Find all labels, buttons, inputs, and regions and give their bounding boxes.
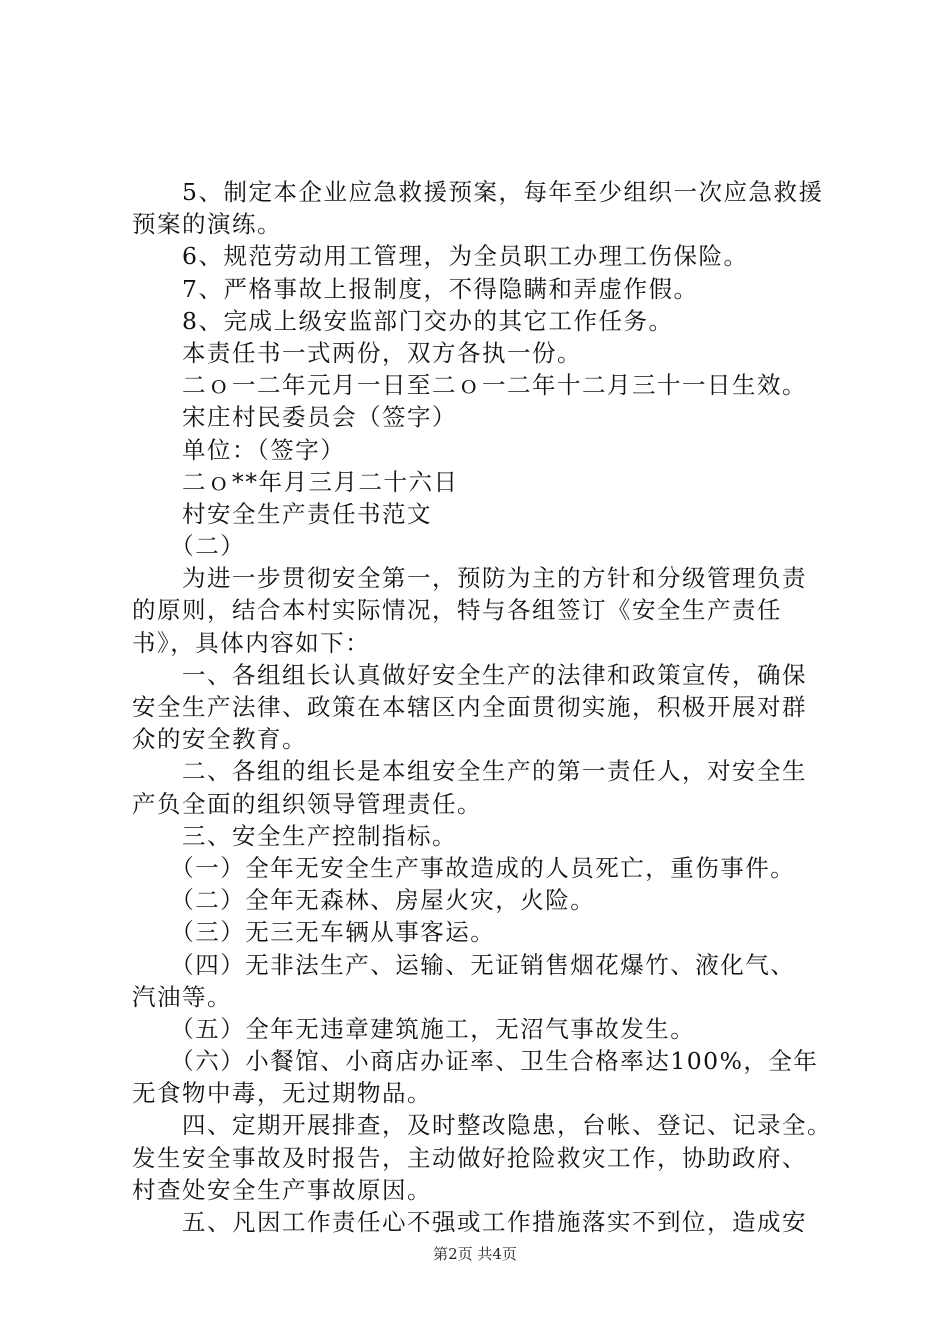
text-line: 无食物中毒，无过期物品。 — [132, 1079, 432, 1108]
document-body — [132, 176, 832, 1238]
text-line: 预案的演练。 — [132, 210, 282, 239]
text-line: 5、制定本企业应急救援预案，每年至少组织一次应急救援 — [132, 178, 824, 206]
text-line: （二） — [132, 532, 246, 561]
text-line: 三、安全生产控制指标。 — [132, 821, 457, 850]
text-line: 6、规范劳动用工管理，为全员职工办理工伤保险。 — [132, 242, 749, 271]
text-line: 四、定期开展排查，及时整改隐患，台帐、登记、记录全。 — [132, 1111, 832, 1140]
text-line: 五、凡因工作责任心不强或工作措施落实不到位，造成安 — [132, 1208, 807, 1236]
text-line: 8、完成上级安监部门交办的其它工作任务。 — [132, 306, 674, 335]
text-line: 为进一步贯彻安全第一，预防为主的方针和分级管理负责 — [132, 564, 807, 593]
text-line: （六）小餐馆、小商店办证率、卫生合格率达100%，全年 — [132, 1047, 819, 1076]
page-number-footer: 第2页 共4页 — [433, 1245, 517, 1263]
text-line: 7、严格事故上报制度，不得隐瞒和弄虚作假。 — [132, 274, 699, 303]
text-line: （二）全年无森林、房屋火灾，火险。 — [132, 886, 596, 915]
text-line: 的原则，结合本村实际情况，特与各组签订《安全生产责任 — [132, 596, 782, 625]
text-line: 村安全生产责任书范文 — [132, 499, 432, 528]
text-line: 村查处安全生产事故原因。 — [132, 1175, 432, 1204]
text-line: 安全生产法律、政策在本辖区内全面贯彻实施，积极开展对群 — [132, 693, 807, 721]
text-line: （三）无三无车辆从事客运。 — [132, 918, 496, 947]
text-line: 众的安全教育。 — [132, 725, 307, 754]
text-line: 本责任书一式两份，双方各执一份。 — [132, 338, 582, 367]
text-line: 产负全面的组织领导管理责任。 — [132, 789, 482, 818]
text-line: （四）无非法生产、运输、无证销售烟花爆竹、液化气、 — [132, 950, 796, 979]
text-line: 书》，具体内容如下： — [132, 628, 371, 657]
text-line: 一、各组组长认真做好安全生产的法律和政策宣传，确保 — [132, 660, 807, 689]
text-line: 汽油等。 — [132, 982, 232, 1011]
text-line: 宋庄村民委员会（签字） — [132, 403, 457, 432]
text-line: 发生安全事故及时报告，主动做好抢险救灾工作，协助政府、 — [132, 1143, 807, 1172]
text-line: （五）全年无违章建筑施工，无沼气事故发生。 — [132, 1014, 696, 1043]
text-line: 单位：（签字） — [132, 435, 346, 464]
text-line: 二ｏ一二年元月一日至二ｏ一二年十二月三十一日生效。 — [132, 371, 807, 400]
text-line: 二ｏ**年月三月二十六日 — [132, 467, 459, 496]
text-line: （一）全年无安全生产事故造成的人员死亡，重伤事件。 — [132, 853, 796, 882]
text-line: 二、各组的组长是本组安全生产的第一责任人，对安全生 — [132, 757, 807, 786]
